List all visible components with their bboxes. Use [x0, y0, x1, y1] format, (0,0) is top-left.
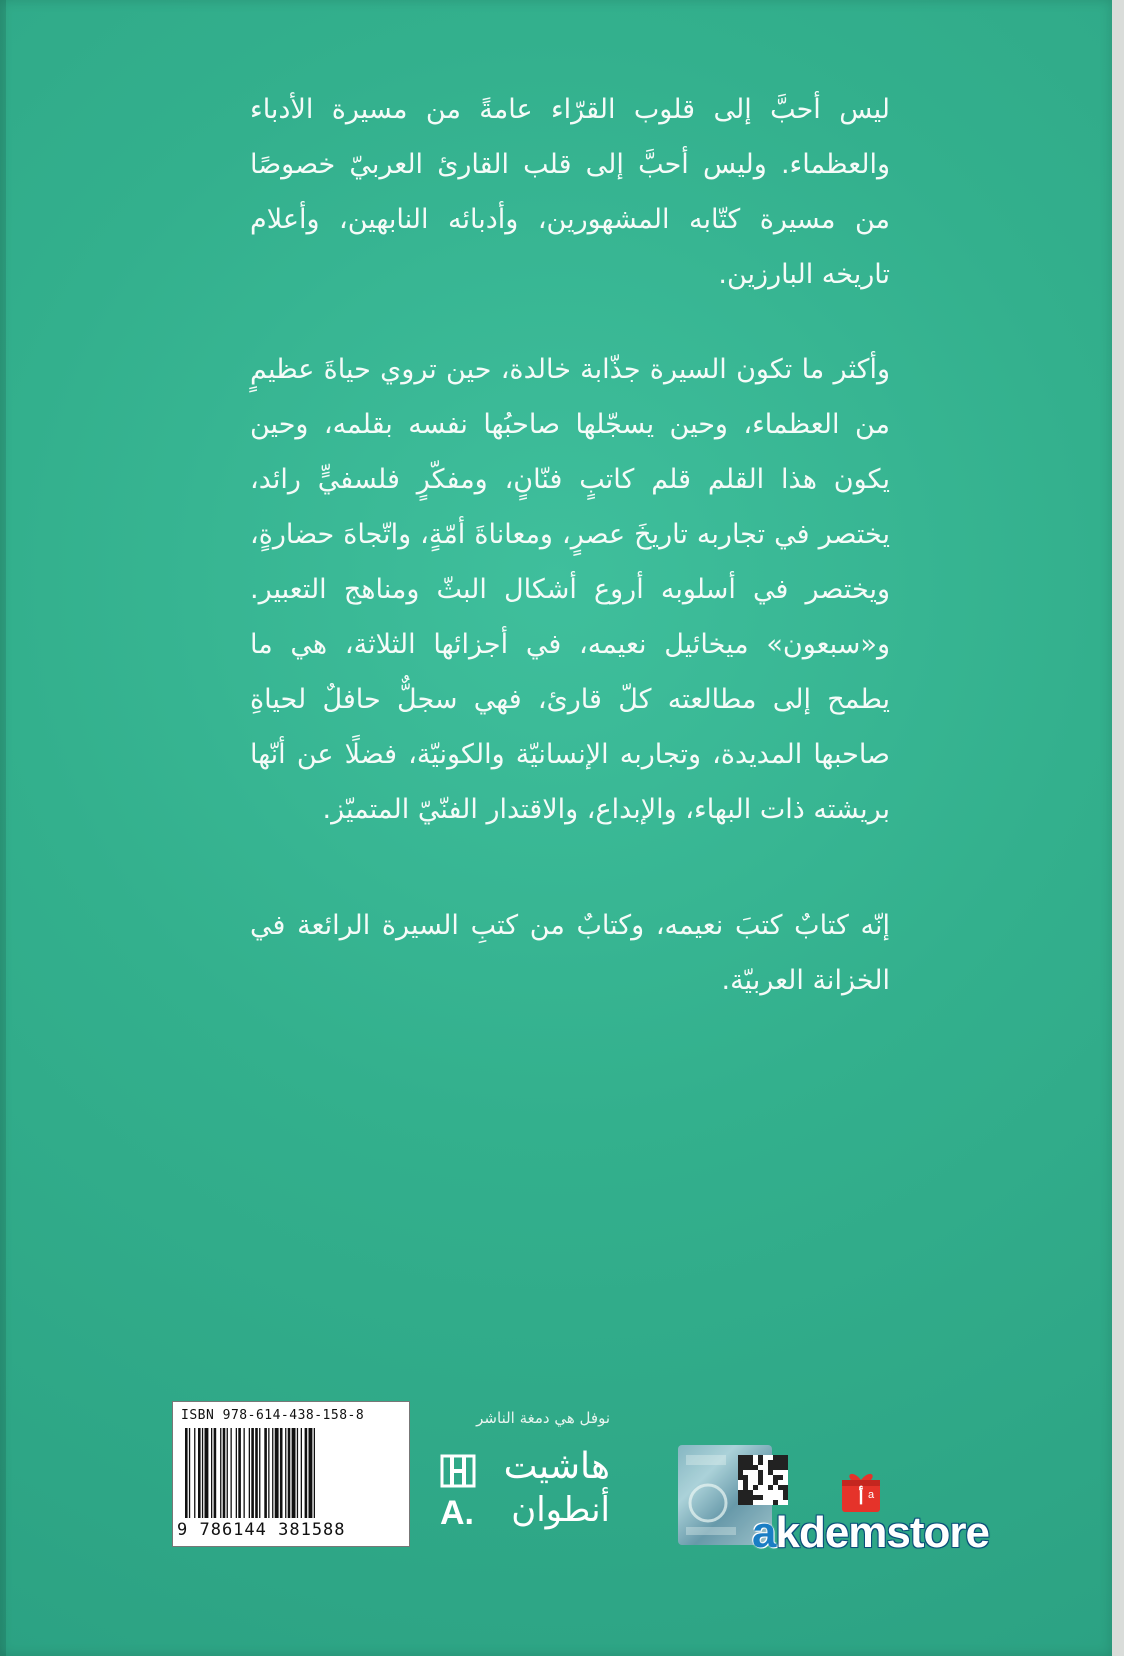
- store-wordmark: [752, 1508, 989, 1558]
- blurb-paragraph-1: ليس أحبَّ إلى قلوب القرّاء عامةً من مسيرة الأدباء والعظماء. وليس أحبَّ إلى قلب القارئ العربيّ خصوصًا من مسيرة كتّابه المشهورين، وأدبائه النابهين، وأعلام تاريخه البارزين.: [250, 94, 890, 290]
- barcode-icon: [185, 1428, 397, 1518]
- spine-shadow: [0, 0, 6, 1656]
- store-name-rest: kdemstore: [775, 1508, 990, 1557]
- blurb-paragraph-2: وأكثر ما تكون السيرة جذّابة خالدة، حين تروي حياةَ عظيمٍ من العظماء، وحين يسجّلها صاحبُها نفسه بقلمه، وحين يكون هذا القلم قلم كاتبٍ فنّانٍ، ومفكّرٍ فلسفيٍّ رائد، يختصر في تجاربه تاريخَ عصرٍ، ومعاناةَ أمّةٍ، واتّجاهَ حضارةٍ، ويختصر في أسلوبه أروع أشكال البثّ ومناهج التعبير. و«سبعون» ميخائيل نعيمه، في أجزائها الثلاثة، هي ما يطمح إلى مطالعته كلّ قارئ، فهي سجلٌّ حافلٌ لحياةِ صاحبها المديدة، وتجاربه الإنسانيّة والكونيّة، فضلًا عن أنّها بريشته ذات البهاء، والإبداع، والاقتدار الفنّيّ المتميّز.: [250, 354, 890, 825]
- blurb-paragraph-3: إنّه كتابٌ كتبَ نعيمه، وكتابٌ من كتبِ السيرة الرائعة في الخزانة العربيّة.: [250, 910, 890, 996]
- page-edge: [1112, 0, 1124, 1656]
- isbn-label: ISBN 978-614-438-158-8: [181, 1408, 365, 1423]
- isbn-barcode: [172, 1401, 410, 1547]
- publisher-logo: [440, 1446, 620, 1546]
- publisher-name-antoine: أنطوان: [511, 1490, 610, 1530]
- store-first-letter: a: [752, 1508, 776, 1557]
- imprint-note: نوفل هي دمغة الناشر: [476, 1409, 610, 1427]
- svg-text:أ: أ: [858, 1488, 864, 1508]
- publisher-name-hachette: هاشيت: [503, 1446, 610, 1487]
- hachette-h-icon: [440, 1454, 476, 1488]
- svg-text:a: a: [867, 1489, 875, 1501]
- store-logo: [752, 1468, 1022, 1578]
- antoine-mark: A.: [440, 1494, 474, 1532]
- barcode-digits: 9 786144 381588: [177, 1520, 346, 1540]
